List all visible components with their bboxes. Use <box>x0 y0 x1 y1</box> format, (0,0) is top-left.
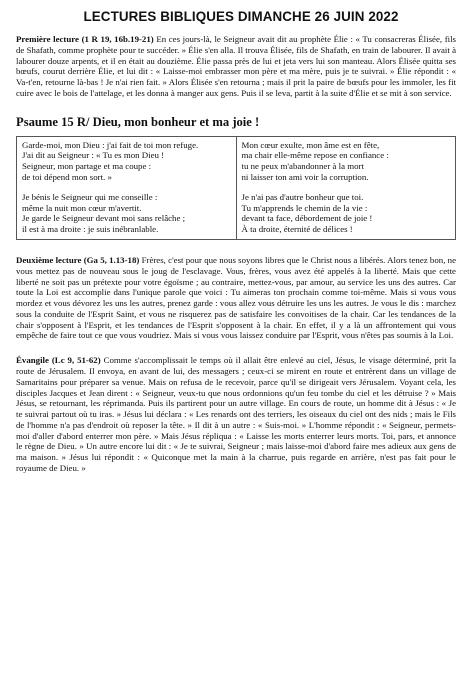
second-reading <box>16 255 456 341</box>
psalm-verse: J'ai dit au Seigneur : « Tu es mon Dieu ! <box>22 150 165 161</box>
psalm-title: Psaume 15 R/ Dieu, mon bonheur et ma joie ! <box>16 114 260 129</box>
gospel-reading <box>16 355 456 474</box>
page-title: LECTURES BIBLIQUES DIMANCHE 26 JUIN 2022 <box>83 9 399 24</box>
gospel-label: Évangile <box>16 355 49 366</box>
psalm-verse: Seigneur, mon partage et ma coupe : <box>22 161 152 172</box>
psalm-right-column <box>236 137 456 239</box>
second-reading-reference: (Ga 5, 1.13-18) <box>83 254 140 265</box>
psalm-verse: Je bénis le Seigneur qui me conseille : <box>22 191 158 202</box>
psalm-stanza <box>22 140 231 183</box>
psalm-stanza <box>242 140 451 183</box>
psalm-verse: ni laisser ton ami voir la corruption. <box>241 172 369 183</box>
psalm-verse: Je n'ai pas d'autre bonheur que toi. <box>241 191 364 202</box>
psalm-left-column <box>17 137 236 239</box>
second-reading-text: Frères, c'est pour que nous soyons libres que le Christ nous a libérés. Alors tenez bon, ne vous mettez pas de nouveau sous le joug de l'esclavage. Vous, frères, vous avez été appelés à la liberté. Mais que cette liberté ne soit pas un prétexte pour votre égoïsme ; au contraire, mettez-vous, par amour, au service les uns des autres. Car toute la Loi est accomplie dans l'unique parole que voici : Tu aimeras ton prochain comme toi-même. Mais si vous vous mordez et vous dévorez les uns les autres, prenez garde : vous allez vous détruire les uns les autres. Je vous le dis : marchez sous la conduite de l'Esprit Saint, et vous ne risquerez pas de satisfaire les convoitises de la chair. Car les tendances de la chair s'opposent à l'Esprit, et les tendances de l'Esprit s'opposent à la chair. En effet, il y a là un affrontement qui vous empêche de faire tout ce que vous voudriez. Mais si vous vous laissez conduire par l'Esprit, vous n'êtes pas soumis à la Loi. <box>16 254 457 341</box>
psalm-verse: Garde-moi, mon Dieu : j'ai fait de toi mon refuge. <box>22 139 199 150</box>
psalm-stanza <box>242 192 451 235</box>
gospel-text: Comme s'accomplissait le temps où il allait être enlevé au ciel, Jésus, le visage déterminé, prit la route de Jérusalem. Il envoya, en avant de lui, des messagers ; ceux-ci se mirent en route et entrèrent dans un village de Samaritains pour préparer sa venue. Mais on refusa de le recevoir, parce qu'il se dirigeait vers Jérusalem. Voyant cela, les disciples Jacques et Jean dirent : « Seigneur, veux-tu que nous ordonnions qu'un feu tombe du ciel et les détruise ? » Mais Jésus, se retournant, les réprimanda. Puis ils partirent pour un autre village. En cours de route, un homme dit à Jésus : « Je te suivrai partout où tu iras. » Jésus lui déclara : « Les renards ont des terriers, les oiseaux du ciel ont des nids ; mais le Fils de l'homme n'a pas d'endroit où reposer la tête. » Il dit à un autre : « Suis-moi. » L'homme répondit : « Seigneur, permets-moi d'aller d'abord enterrer mon père. » Mais Jésus répliqua : « Laisse les morts enterrer leurs morts. Toi, pars, et annonce le règne de Dieu. » Un autre encore lui dit : « Je te suivrai, Seigneur ; mais laisse-moi d'abord faire mes adieux aux gens de ma maison. » Jésus lui répondit : « Quiconque met la main à la charrue, puis regarde en arrière, n'est pas fait pour le royaume de Dieu. » <box>16 355 457 473</box>
psalm-verse: ma chair elle-même repose en confiance : <box>241 150 389 161</box>
psalm-verse: il est à ma droite : je suis inébranlable. <box>22 224 159 235</box>
psalm-table <box>16 136 456 240</box>
psalm-verse: À ta droite, éternité de délices ! <box>241 224 353 235</box>
psalm-verse: tu ne peux m'abandonner à la mort <box>241 161 364 172</box>
document-page <box>16 9 456 474</box>
psalm-verse: Je garde le Seigneur devant moi sans relâche ; <box>22 213 186 224</box>
first-reading-text: En ces jours-là, le Seigneur avait dit au prophète Élie : « Tu consacreras Élisée, fils de Shafath, comme prophète pour te succéder. » Élie s'en alla. Il trouva Élisée, fils de Shafath, en train de labourer. Il avait à labourer douze arpents, et il en était au douzième. Élie passa près de lui et jeta vers lui son manteau. Alors Élisée quitta ses bœufs, courut derrière Élie, et lui dit : « Laisse-moi embrasser mon père et ma mère, puis je te suivrai. » Élie répondit : « Va-t'en, retourne là-bas ! Je n'ai rien fait. » Alors Élisée s'en retourna ; mais il prit la paire de bœufs pour les immoler, les fit cuire avec le bois de l'attelage, et les donna à manger aux gens. Puis il se leva, partit à la suite d'Élie et se mit à son service. <box>16 34 456 98</box>
psalm-verse: de toi dépend mon sort. » <box>22 172 112 183</box>
psalm-verse: même la nuit mon cœur m'avertit. <box>22 202 142 213</box>
first-reading <box>16 34 456 99</box>
first-reading-label: Première lecture <box>16 34 79 44</box>
first-reading-reference: (1 R 19, 16b.19-21) <box>81 34 154 44</box>
psalm-stanza <box>22 192 231 235</box>
gospel-reference: (Lc 9, 51-62) <box>51 355 101 366</box>
psalm-verse: devant ta face, débordement de joie ! <box>241 213 373 224</box>
psalm-verse: Mon cœur exulte, mon âme est en fête, <box>241 139 380 150</box>
second-reading-label: Deuxième lecture <box>16 254 82 265</box>
psalm-verse: Tu m'apprends le chemin de la vie : <box>241 202 368 213</box>
